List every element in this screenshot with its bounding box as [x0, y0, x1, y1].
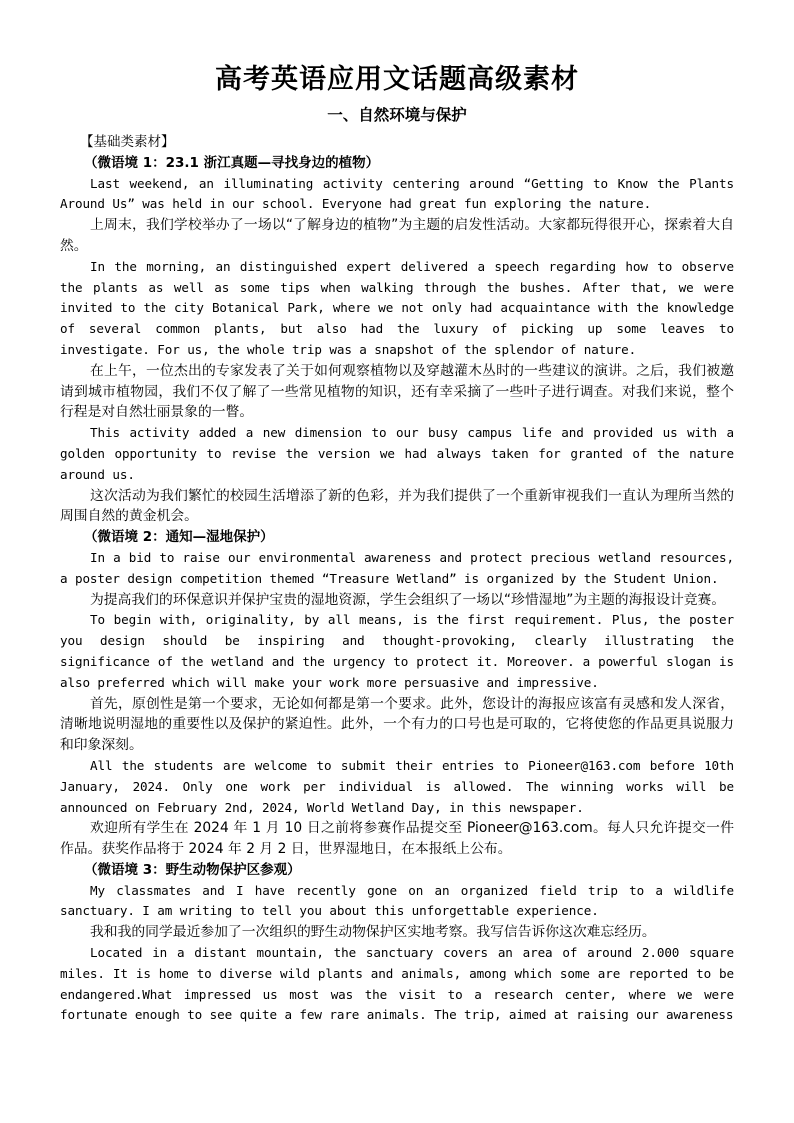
section-context-1 — [60, 153, 734, 527]
chinese-translation: 首先，原创性是第一个要求，无论如何都是第一个要求。此外，您设计的海报应该富有灵感和发人深省，清晰地说明湿地的重要性以及保护的紧迫性。此外，一个有力的口号也是可取的，它将使您的作品更具说服力和印象深刻。 — [60, 695, 734, 754]
english-paragraph: All the students are welcome to submit their entries to Pioneer@163.com before 10th January, 2024. Only one work per individual is allowed. The winning works will be announced on February 2nd, 2024, World Wetland Day, in this newspaper. — [60, 757, 734, 815]
section-heading: （微语境 1：23.1 浙江真题—寻找身边的植物） — [84, 154, 380, 171]
chinese-translation: 为提高我们的环保意识并保护宝贵的湿地资源，学生会组织了一场以“珍惜湿地”为主题的海报设计竞赛。 — [90, 591, 726, 608]
chinese-translation: 这次活动为我们繁忙的校园生活增添了新的色彩，并为我们提供了一个重新审视我们一直认为理所当然的周围自然的黄金机会。 — [60, 487, 734, 525]
section-heading: （微语境 3：野生动物保护区参观） — [84, 861, 301, 878]
english-paragraph: Last weekend, an illuminating activity centering around “Getting to Know the Plants Around Us” was held in our school. Everyone had great fun exploring the nature. — [60, 175, 734, 212]
material-category-label: 【基础类素材】 — [80, 134, 175, 150]
section-context-2 — [60, 527, 734, 860]
english-paragraph: Located in a distant mountain, the sanctuary covers an area of around 2.000 square miles. It is home to diverse wild plants and animals, among which some are reported to be endangered.What impressed us most was the visit to a research center, where we were fortunate enough to see quite a few rare animals. The trip, aimed at raising our awareness — [60, 945, 734, 1023]
chinese-translation: 在上午，一位杰出的专家发表了关于如何观察植物以及穿越灌木丛时的一些建议的演讲。之后，我们被邀请到城市植物园，我们不仅了解了一些常见植物的知识，还有幸采摘了一些叶子进行调查。对我们来说，整个行程是对自然壮丽景象的一瞥。 — [60, 362, 734, 421]
chapter-heading: 一、自然环境与保护 — [327, 106, 467, 124]
chinese-translation: 欢迎所有学生在 2024 年 1 月 10 日之前将参赛作品提交至 Pioneer@163.com。每人只允许提交一件作品。获奖作品将于 2024 年 2 月 2 日，世界湿地日，在本报纸上公布。 — [60, 820, 734, 858]
english-paragraph: This activity added a new dimension to our busy campus life and provided us with a golden opportunity to revise the version we had always taken for granted of the nature around us. — [60, 425, 734, 482]
section-context-3 — [60, 860, 734, 1026]
chinese-translation: 上周末，我们学校举办了一场以“了解身边的植物”为主题的启发性活动。大家都玩得很开心，探索着大自然。 — [60, 217, 734, 254]
english-paragraph: In a bid to raise our environmental awareness and protect precious wetland resources, a poster design competition themed “Treasure Wetland” is organized by the Student Union. — [60, 549, 734, 586]
english-paragraph: In the morning, an distinguished expert delivered a speech regarding how to observe the plants as well as some tips when walking through the bushes. After that, we were invited to the city Botanical Park, where we not only had acquaintance with the knowledge of several common plants, but also had the luxury of picking up some leaves to investigate. For us, the whole trip was a snapshot of the splendor of nature. — [60, 258, 734, 357]
chinese-translation: 我和我的同学最近参加了一次组织的野生动物保护区实地考察。我写信告诉你这次难忘经历。 — [90, 924, 656, 941]
english-paragraph: My classmates and I have recently gone on an organized field trip to a wildlife sanctuary. I am writing to tell you about this unforgettable experience. — [60, 882, 734, 919]
section-heading: （微语境 2：通知—湿地保护） — [84, 529, 274, 546]
page-title: 高考英语应用文话题高级素材 — [215, 64, 579, 95]
english-paragraph: To begin with, originality, by all means, is the first requirement. Plus, the poster you design should be inspiring and thought-provoking, clearly illustrating the significance of the wetland and the urgency to protect it. Moreover. a powerful slogan is also preferred which will make your work more persuasive and impressive. — [60, 612, 734, 690]
